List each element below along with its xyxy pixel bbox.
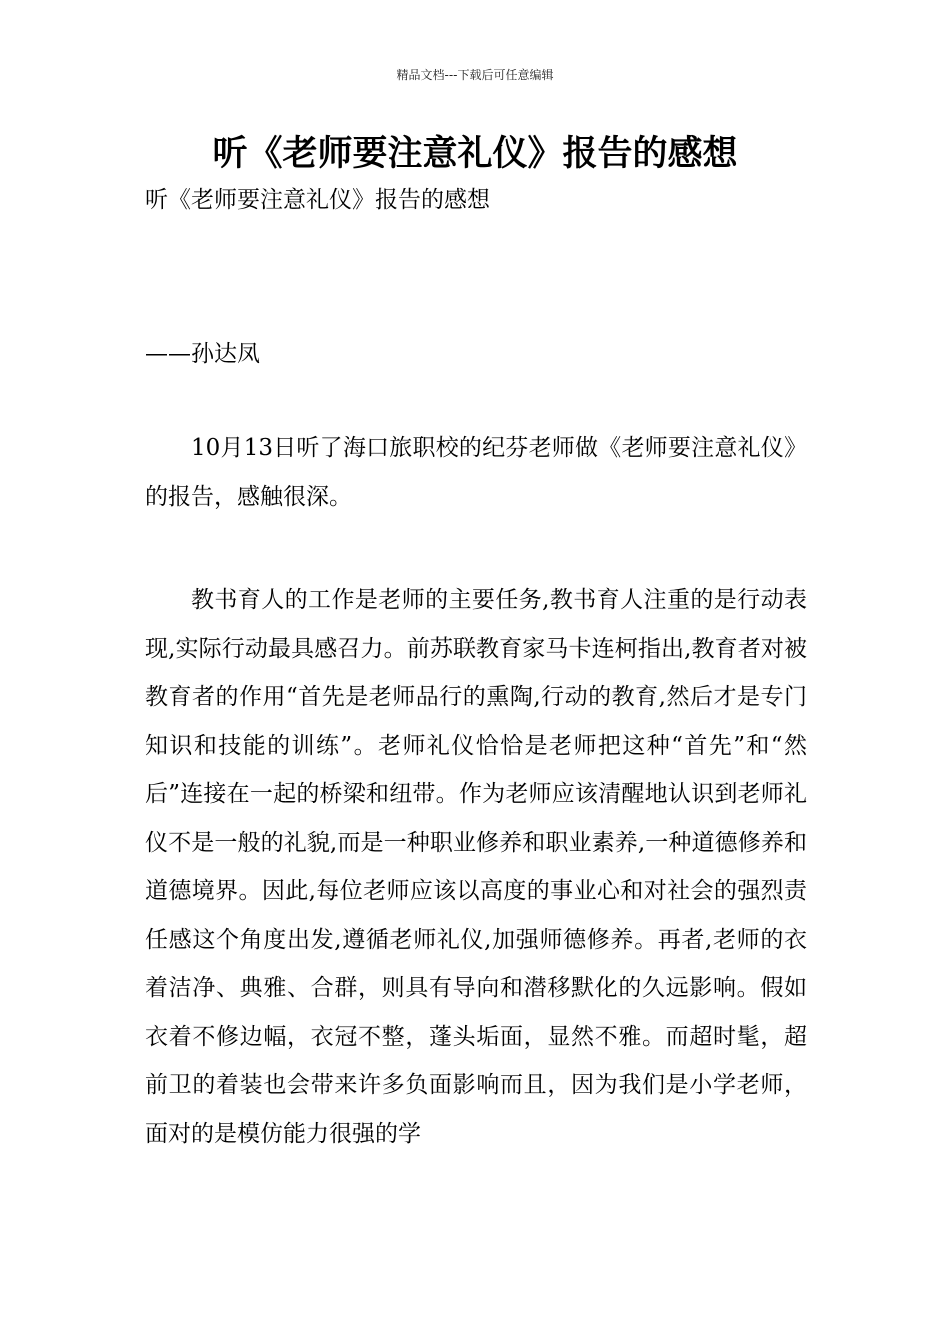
subtitle: 听《老师要注意礼仪》报告的感想 [145,187,490,213]
header-note: 精品文档---下载后可任意编辑 [396,68,554,82]
author-line: ——孙达凤 [145,341,260,367]
paragraph-intro: 10月13日听了海口旅职校的纪芬老师做《老师要注意礼仪》的报告，感触很深。 [145,435,807,510]
paragraph-body: 教书育人的工作是老师的主要任务,教书育人注重的是行动表现,实际行动最具感召力。前苏联教育家马卡连柯指出,教育者对被教育者的作用“首先是老师品行的熏陶,行动的教育,然后才是专门知识和技能的训练”。老师礼仪恰恰是老师把这种“首先”和“然后”连接在一起的桥梁和纽带。作为老师应该清醒地认识到老师礼仪不是一般的礼貌,而是一种职业修养和职业素养,一种道德修养和道德境界。因此,每位老师应该以高度的事业心和对社会的强烈责任感这个角度出发,遵循老师礼仪,加强师德修养。再者,老师的衣着洁净、典雅、合群，则具有导向和潜移默化的久远影响。假如衣着不修边幅，衣冠不整，蓬头垢面，显然不雅。而超时髦，超前卫的着装也会带来许多负面影响而且，因为我们是小学老师，面对的是模仿能力很强的学 [145,587,807,1147]
page-title: 听《老师要注意礼仪》报告的感想 [212,134,738,174]
